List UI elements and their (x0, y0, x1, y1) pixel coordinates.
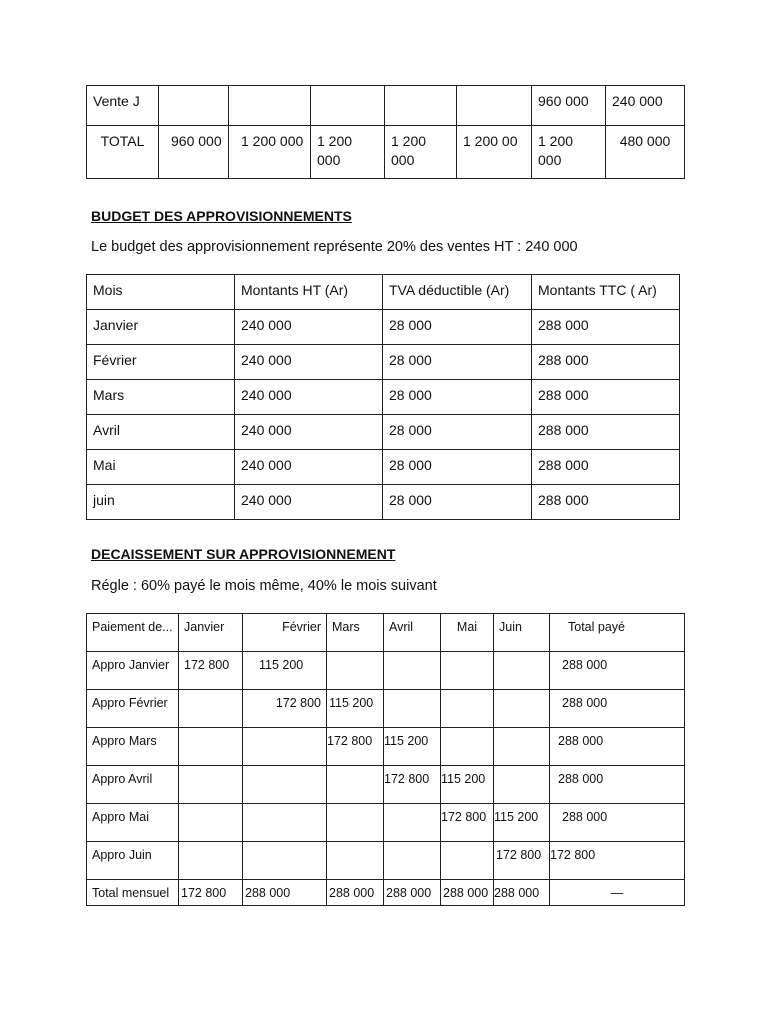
table-cell (229, 86, 311, 126)
column-header: Janvier (179, 614, 243, 652)
table-cell: 480 000 (606, 126, 685, 179)
table-cell: 28 000 (383, 450, 532, 485)
table-cell (243, 728, 327, 766)
table-cell (179, 804, 243, 842)
table-cell (441, 842, 494, 880)
table-cell: 240 000 (235, 415, 383, 450)
table-cell: 960 000 (159, 126, 229, 179)
table-cell (243, 804, 327, 842)
table-cell: Février (87, 345, 235, 380)
table-cell (243, 766, 327, 804)
table-cell: 1 200 000 (229, 126, 311, 179)
table-row (87, 345, 680, 380)
table-cell: 960 000 (532, 86, 606, 126)
column-header: Total payé (550, 614, 685, 652)
table-cell (159, 86, 229, 126)
table-row-total (87, 880, 685, 906)
table-cell: 1 200 000 (532, 126, 606, 179)
table-cell: 288 000 (532, 450, 680, 485)
table-cell: 1 200 000 (311, 126, 385, 179)
table-cell (327, 766, 384, 804)
table-cell: 1 200 000 (385, 126, 457, 179)
table-cell: 288 000 (494, 880, 550, 906)
table-cell: 115 200 (327, 690, 384, 728)
column-header: Juin (494, 614, 550, 652)
column-header: Février (243, 614, 327, 652)
table-cell (494, 690, 550, 728)
table-cell: 115 200 (441, 766, 494, 804)
table-row (87, 842, 685, 880)
table-cell: 28 000 (383, 415, 532, 450)
table-cell: 288 000 (532, 415, 680, 450)
table-cell (494, 652, 550, 690)
table-cell: Appro Mars (87, 728, 179, 766)
column-header: Avril (384, 614, 441, 652)
table-cell: 288 000 (384, 880, 441, 906)
table-cell: 172 800 (441, 804, 494, 842)
table-cell: 288 000 (532, 310, 680, 345)
table-cell (327, 804, 384, 842)
supply-budget-table (86, 274, 680, 520)
table-cell: 1 200 00 (457, 126, 532, 179)
table-cell: 115 200 (384, 728, 441, 766)
disbursement-rule: Régle : 60% payé le mois même, 40% le mois suivant (91, 578, 437, 594)
table-header-row (87, 614, 685, 652)
table-cell (384, 842, 441, 880)
table-cell: — (550, 880, 685, 906)
table-cell: 288 000 (550, 652, 685, 690)
table-cell: 172 800 (550, 842, 685, 880)
table-cell: 240 000 (235, 485, 383, 520)
table-cell (457, 86, 532, 126)
table-cell: Vente J (87, 86, 159, 126)
table-header-row (87, 275, 680, 310)
table-cell (179, 842, 243, 880)
table-cell (441, 652, 494, 690)
table-cell: 288 000 (243, 880, 327, 906)
table-cell: Appro Février (87, 690, 179, 728)
table-cell: 240 000 (235, 450, 383, 485)
table-row (87, 485, 680, 520)
table-row (87, 766, 685, 804)
table-cell: 28 000 (383, 345, 532, 380)
table-cell: 240 000 (235, 380, 383, 415)
table-row (87, 380, 680, 415)
table-cell: Appro Juin (87, 842, 179, 880)
table-cell: 240 000 (235, 310, 383, 345)
table-cell: 28 000 (383, 380, 532, 415)
table-cell: Mars (87, 380, 235, 415)
table-row (87, 728, 685, 766)
table-cell: Total mensuel (87, 880, 179, 906)
table-row (87, 450, 680, 485)
table-row (87, 804, 685, 842)
table-cell: 288 000 (550, 766, 685, 804)
table-cell (494, 728, 550, 766)
table-cell: TOTAL (87, 126, 159, 179)
table-cell: Appro Janvier (87, 652, 179, 690)
table-row (87, 126, 685, 179)
table-cell (384, 652, 441, 690)
table-cell: 288 000 (327, 880, 384, 906)
table-cell: 28 000 (383, 310, 532, 345)
table-row (87, 310, 680, 345)
table-cell: 172 800 (179, 880, 243, 906)
table-cell: 115 200 (494, 804, 550, 842)
column-header: Mois (87, 275, 235, 310)
table-cell (385, 86, 457, 126)
table-cell: 28 000 (383, 485, 532, 520)
supply-budget-intro: Le budget des approvisionnement représente 20% des ventes HT : 240 000 (91, 239, 578, 255)
table-cell (384, 804, 441, 842)
table-cell: 240 000 (235, 345, 383, 380)
table-cell: Appro Avril (87, 766, 179, 804)
table-cell (441, 728, 494, 766)
table-cell: 288 000 (532, 485, 680, 520)
table-cell: 288 000 (550, 804, 685, 842)
table-cell: Janvier (87, 310, 235, 345)
table-cell: 172 800 (384, 766, 441, 804)
disbursement-table (86, 613, 685, 906)
table-cell (179, 766, 243, 804)
table-row (87, 690, 685, 728)
table-row (87, 652, 685, 690)
section-heading-supply-budget: BUDGET DES APPROVISIONNEMENTS (91, 208, 352, 224)
table-cell: 288 000 (441, 880, 494, 906)
table-row (87, 86, 685, 126)
column-header: TVA déductible (Ar) (383, 275, 532, 310)
table-cell (179, 728, 243, 766)
table-cell (441, 690, 494, 728)
sales-table (86, 85, 685, 179)
table-cell: 172 800 (494, 842, 550, 880)
table-cell: 115 200 (243, 652, 327, 690)
table-cell (327, 842, 384, 880)
table-cell: 288 000 (532, 380, 680, 415)
table-cell: 288 000 (550, 728, 685, 766)
table-cell: 240 000 (606, 86, 685, 126)
table-cell (494, 766, 550, 804)
table-cell (384, 690, 441, 728)
table-cell: Avril (87, 415, 235, 450)
table-cell (179, 690, 243, 728)
column-header: Paiement de... (87, 614, 179, 652)
table-cell: Mai (87, 450, 235, 485)
table-cell: Appro Mai (87, 804, 179, 842)
column-header: Montants HT (Ar) (235, 275, 383, 310)
table-cell (243, 842, 327, 880)
table-cell: 172 800 (243, 690, 327, 728)
table-cell: 172 800 (179, 652, 243, 690)
table-cell: 288 000 (532, 345, 680, 380)
table-cell: 288 000 (550, 690, 685, 728)
table-row (87, 415, 680, 450)
table-cell (311, 86, 385, 126)
table-cell: juin (87, 485, 235, 520)
column-header: Mai (441, 614, 494, 652)
column-header: Mars (327, 614, 384, 652)
section-heading-disbursement: DECAISSEMENT SUR APPROVISIONNEMENT (91, 546, 396, 562)
table-cell: 172 800 (327, 728, 384, 766)
table-cell (327, 652, 384, 690)
column-header: Montants TTC ( Ar) (532, 275, 680, 310)
